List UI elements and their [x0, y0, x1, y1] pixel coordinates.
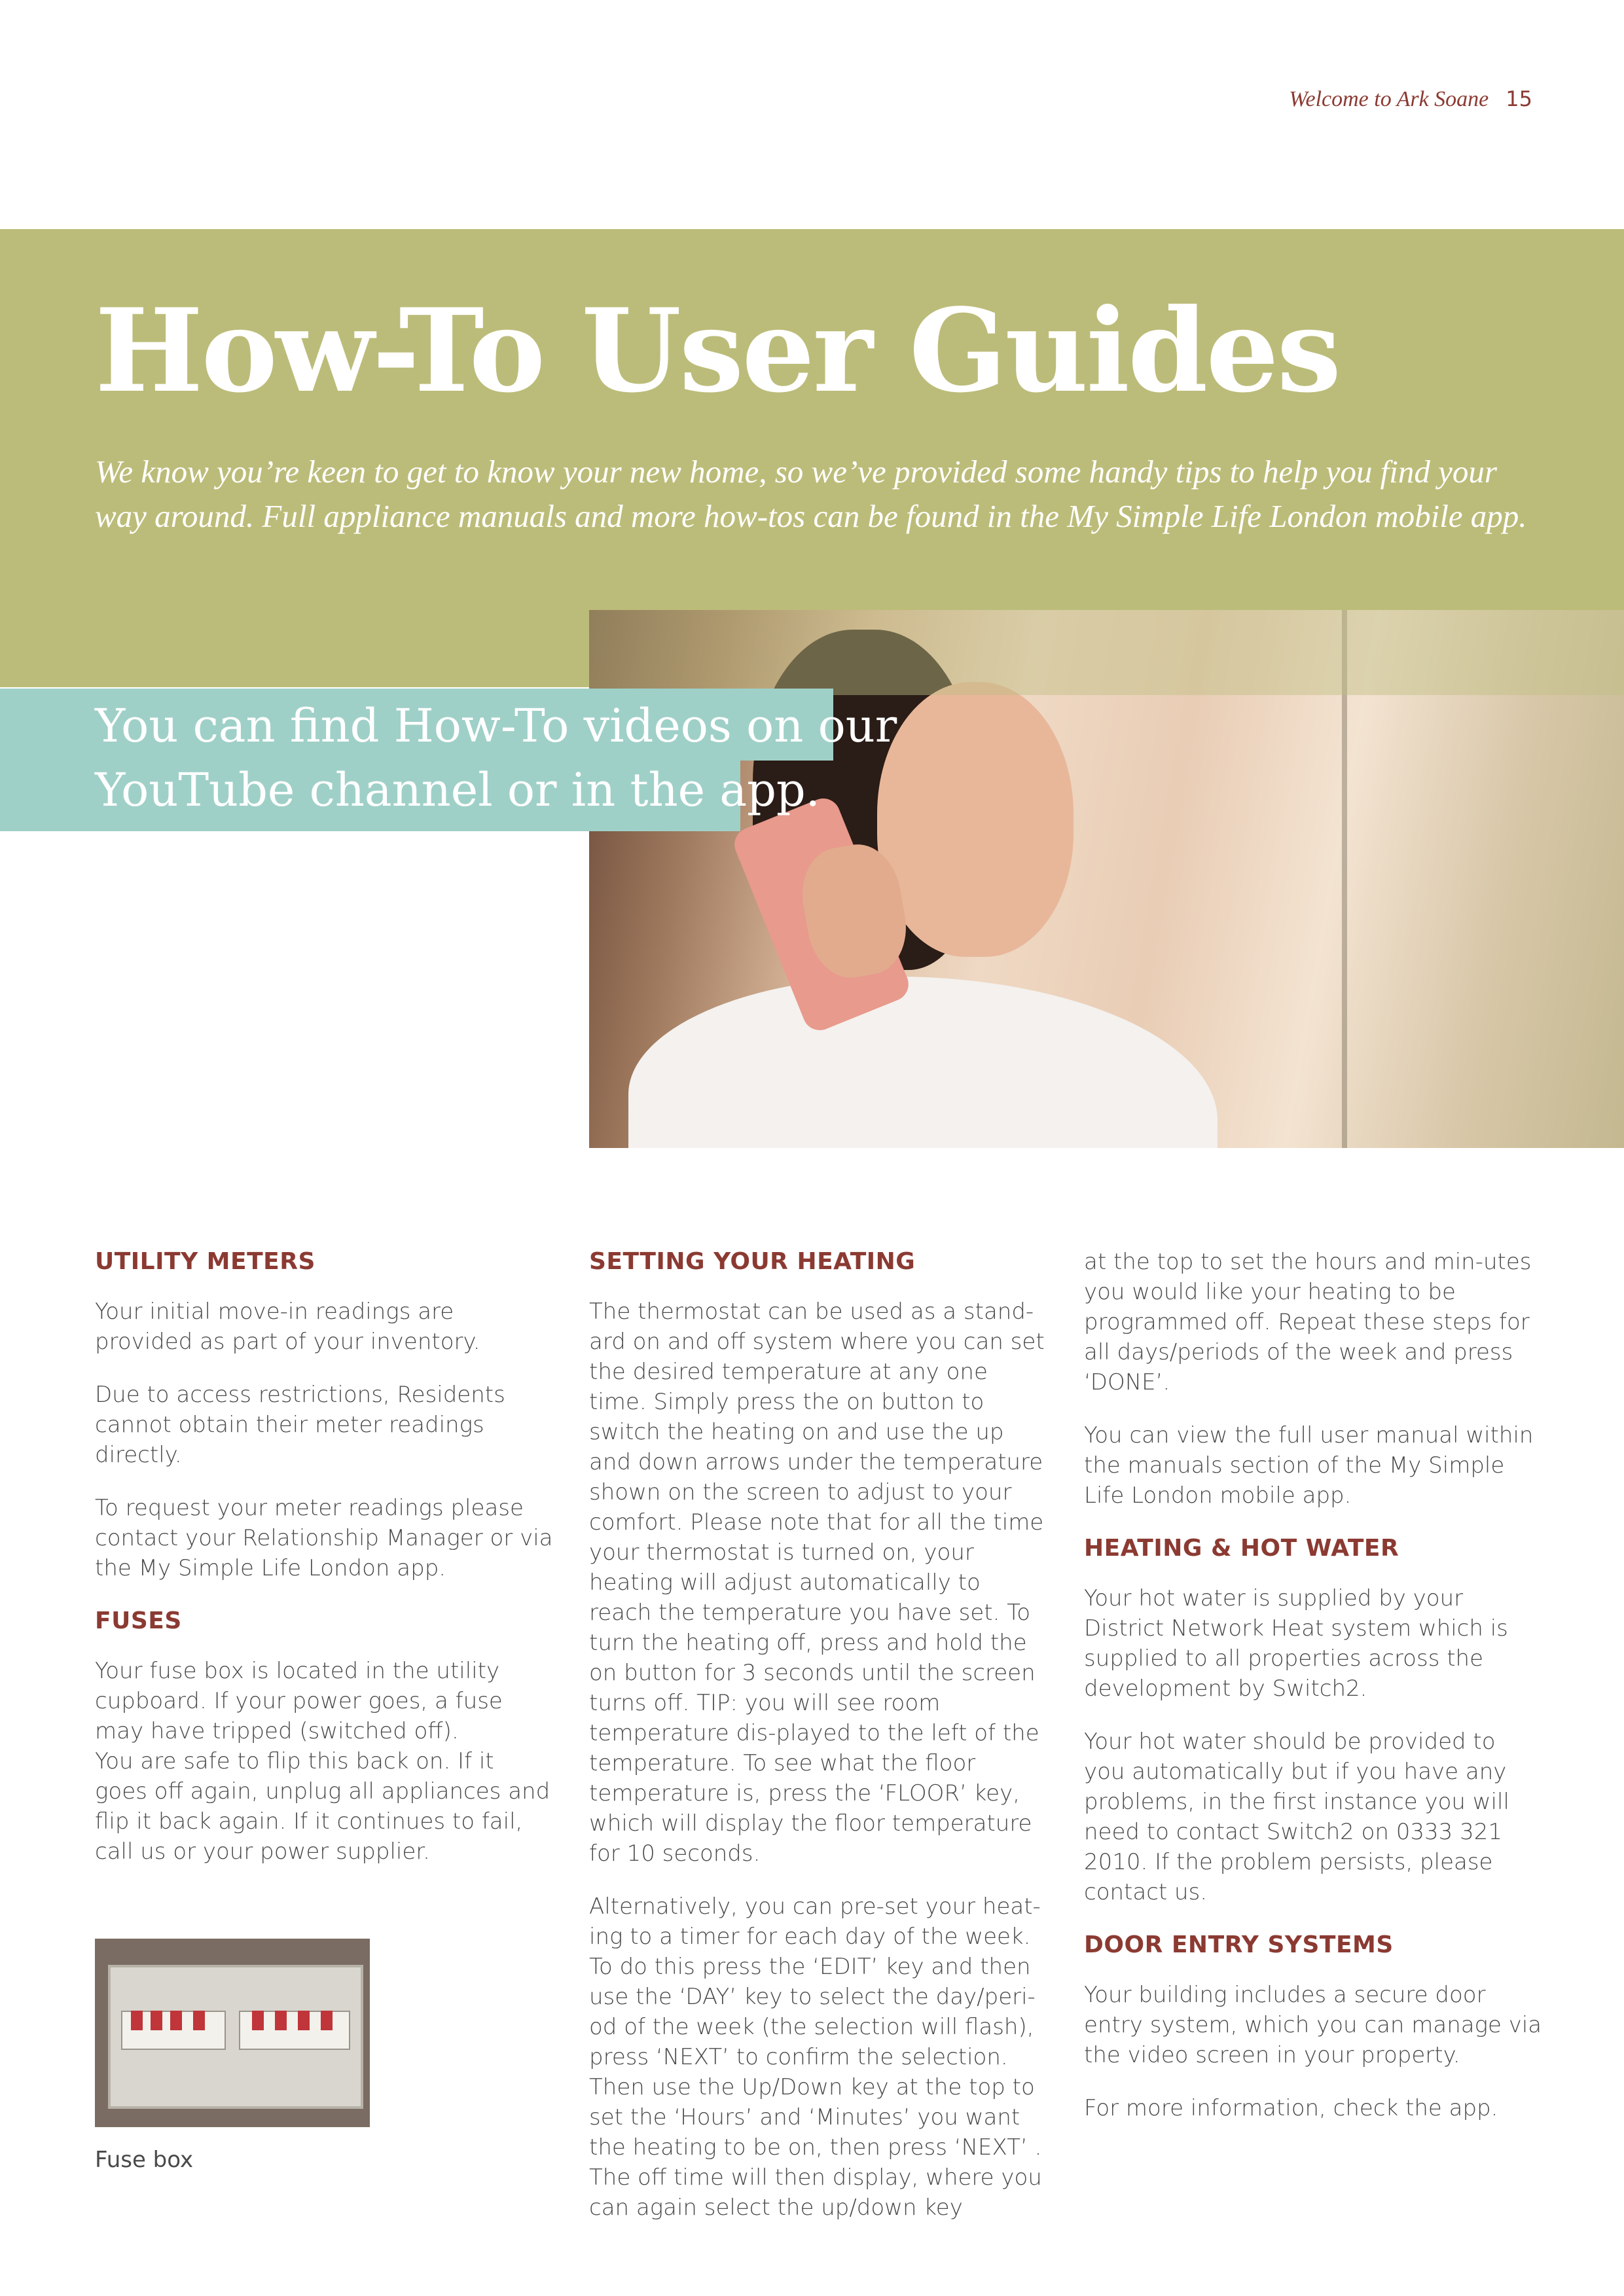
column-left [95, 1247, 553, 1890]
section-heading: SETTING YOUR HEATING [589, 1248, 916, 1275]
running-title: Welcome to Ark Soane [1289, 87, 1489, 111]
section-setting-heating [589, 1247, 1047, 2223]
column-right [1084, 1247, 1542, 2146]
section-heading: DOOR ENTRY SYSTEMS [1084, 1931, 1394, 1958]
section-utility-meters [95, 1247, 553, 1583]
paragraph: at the top to set the hours and min-utes you would like your heating to be programmed off. Repeat these steps for all days/periods of the week and press ‘DONE’. [1084, 1249, 1532, 1395]
breaker-switch [252, 2011, 264, 2030]
paragraph: To request your meter readings please contact your Relationship Manager or via the My Simple Life London app. [95, 1495, 553, 1581]
breaker-switch [275, 2011, 287, 2030]
breaker-switch [131, 2011, 143, 2030]
fuse-box-photo [95, 1939, 370, 2127]
woman-face [877, 682, 1074, 957]
section-door-entry [1084, 1930, 1542, 2123]
running-header [1289, 86, 1532, 112]
paragraph: Due to access restrictions, Residents cannot obtain their meter readings directly. [95, 1382, 505, 1468]
section-heading: UTILITY METERS [95, 1248, 316, 1275]
section-heading: FUSES [95, 1607, 182, 1634]
page-number: 15 [1506, 86, 1532, 111]
paragraph: Your hot water should be provided to you automatically but if you have any problems, in the first instance you will need to contact Switch2 on 0333 321 2010. If the problem persists, please contact us. [1084, 1729, 1509, 1905]
callout-text [95, 694, 897, 822]
paragraph: The thermostat can be used as a stand-ard on and off system where you can set the desired temperature at any one time. Simply press the on button to switch the heating on and use the up and down arrows under the temperature shown on the screen to adjust to your comfort. Please note that for all the time your thermostat is turned on, your heating will adjust automatically to reach the temperature you have set. To turn the heating off, press and hold the on button for 3 seconds until the screen turns off. TIP: you will see room temperature dis-played to the left of the temperature. To see what the floor temperature is, press the ‘FLOOR’ key, which will display the floor temperature for 10 seconds. [589, 1299, 1045, 1867]
photo-overlay [589, 610, 1624, 695]
paragraph: For more information, check the app. [1084, 2095, 1498, 2121]
breaker-switch [170, 2011, 182, 2030]
callout-line: YouTube channel or in the app. [95, 763, 820, 817]
paragraph: Your fuse box is located in the utility cupboard. If your power goes, a fuse may have tripped (switched off). [95, 1658, 503, 1744]
page-title: How-To User Guides [95, 284, 1340, 418]
paragraph: Your hot water is supplied by your District Network Heat system which is supplied to all properties across the development by Switch2. [1084, 1585, 1508, 1702]
breaker-switch [298, 2011, 310, 2030]
breaker-switch [321, 2011, 333, 2030]
paragraph: You are safe to flip this back on. If it goes off again, unplug all appliances and flip it back again. If it continues to fail, call us or your power supplier. [95, 1748, 550, 1865]
breaker-switch [193, 2011, 205, 2030]
callout-line: You can find How-To videos on our [95, 699, 897, 753]
section-fuses [95, 1606, 553, 1867]
paragraph: Your building includes a secure door entry system, which you can manage via the video screen in your property. [1084, 1982, 1542, 2068]
paragraph: Your initial move-in readings are provided as part of your inventory. [95, 1299, 480, 1355]
woman-top [628, 977, 1218, 1148]
paragraph: You can view the full user manual within the manuals section of the My Simple Life London mobile app. [1084, 1422, 1534, 1509]
section-heading: HEATING & HOT WATER [1084, 1535, 1399, 1562]
column-middle [589, 1247, 1047, 2246]
breaker-switch [151, 2011, 162, 2030]
paragraph: Alternatively, you can pre-set your heat-ing to a timer for each day of the week. To do this press the ‘EDIT’ key and then use the ‘DAY’ key to select the day/peri-od of the week (the selection will flash), press ‘NEXT’ to confirm the selection. Then use the Up/Down key at the top to set the ‘Hours’ and ‘Minutes’ you want the heating to be on, then press ‘NEXT’ . The off time will then display, where you can again select the up/down key [589, 1893, 1042, 2221]
intro-text: We know you’re keen to get to know your new home, so we’ve provided some handy tips to help you find your way around. Full appliance manuals and more how-tos can be found in the My Simple Life London mobile app. [95, 454, 1527, 534]
section-heating-hot-water [1084, 1534, 1542, 1907]
image-caption: Fuse box [95, 2147, 194, 2173]
